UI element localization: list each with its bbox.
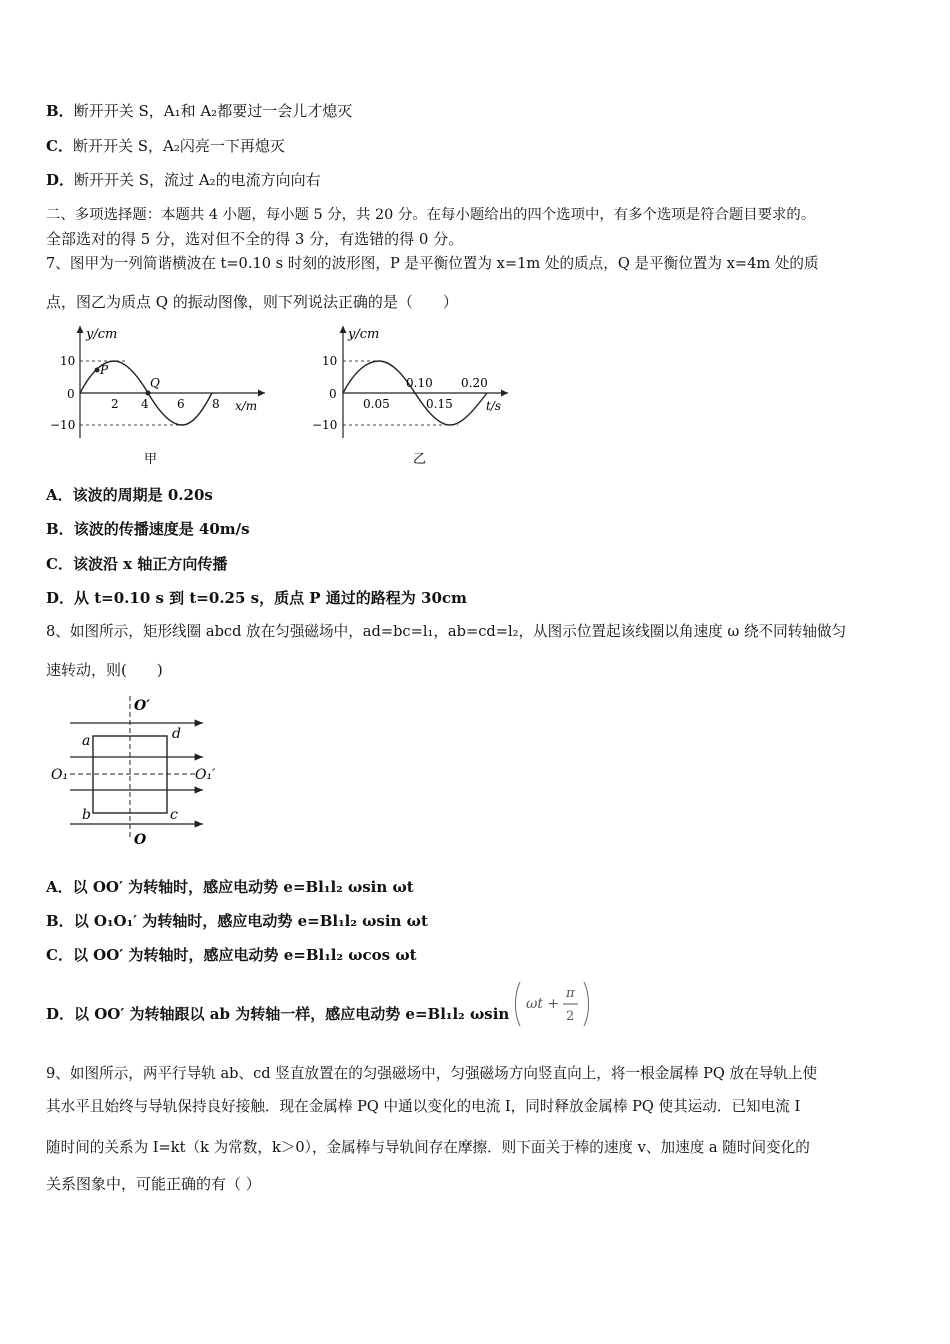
q9-stem-line3: 随时间的关系为 I=kt（k 为常数，k＞0），金属棒与导轨间存在摩擦．则下面关于棒的速度 v、加速度 a 随时间变化的: [46, 1139, 810, 1156]
q7-stem-line2: 点，图乙为质点 Q 的振动图像，则下列说法正确的是（ ）: [46, 293, 458, 311]
label-d: d: [172, 726, 181, 742]
t-tick-020: 0.20: [461, 376, 488, 390]
t-axis-label: t/s: [486, 399, 502, 413]
label-b: b: [82, 807, 91, 823]
q7-option-d: [46, 588, 467, 608]
q9-stem-line2: 其水平且始终与导轨保持良好接触．现在金属棒 PQ 中通以变化的电流 I，同时释放金属棒 PQ 使其运动．已知电流 I: [46, 1098, 801, 1115]
point-q-dot: [146, 391, 151, 396]
q7-option-a: [46, 485, 213, 505]
option-text: 以 OO′ 为转轴时，感应电动势 e=Bl₁l₂ ωcos ωt: [72, 946, 417, 964]
y-tick-10: 10: [322, 354, 338, 368]
y-tick-10: 10: [60, 354, 76, 368]
left-paren: [516, 982, 521, 1026]
t-tick-015: 0.15: [426, 397, 453, 411]
q8-option-b: [46, 911, 428, 931]
option-letter: A．: [46, 486, 73, 504]
option-letter: D．: [46, 171, 75, 189]
q7-option-b: [46, 519, 250, 539]
y-tick-neg10: −10: [312, 418, 338, 432]
y-tick-neg10: −10: [50, 418, 76, 432]
y-axis-label: y/cm: [348, 327, 380, 342]
option-letter: D．: [46, 1005, 75, 1023]
figure-caption-jia: 甲: [144, 452, 158, 467]
y-tick-0: 0: [329, 387, 337, 401]
option-letter: B．: [46, 102, 74, 120]
q8-figure-coil: [45, 693, 230, 853]
option-text: 断开开关 S，A₂闪亮一下再熄灭: [72, 137, 285, 155]
label-a: a: [82, 733, 91, 749]
option-letter: C．: [46, 946, 73, 964]
option-letter: B．: [46, 520, 74, 538]
option-text: 该波沿 x 轴正方向传播: [72, 555, 228, 573]
q7-figure-wave: [40, 318, 280, 473]
q7-option-c: [46, 554, 227, 574]
point-p-dot: [95, 368, 100, 373]
label-o1-prime: O₁′: [195, 767, 216, 783]
label-o1: O₁: [51, 767, 69, 783]
option-letter: A．: [46, 878, 73, 896]
t-tick-010: 0.10: [406, 376, 433, 390]
q8-option-a: [46, 877, 414, 897]
q8-option-c: [46, 945, 417, 965]
option-text: 该波的周期是 0.20s: [72, 486, 213, 504]
x-tick-2: 2: [111, 397, 119, 411]
q9-stem-line1: 9、如图所示，两平行导轨 ab、cd 竖直放置在的匀强磁场中，匀强磁场方向竖直向上，将一根金属棒 PQ 放在导轨上使: [46, 1065, 818, 1082]
q6-option-b: [46, 101, 352, 121]
figure-caption-yi: 乙: [413, 452, 427, 467]
label-o-prime: O′: [134, 698, 150, 714]
q8-option-d-formula: [514, 980, 590, 1028]
option-text: 以 OO′ 为转轴时，感应电动势 e=Bl₁l₂ ωsin ωt: [72, 878, 414, 896]
formula-denominator: 2: [566, 1009, 575, 1024]
formula-numerator: π: [566, 986, 575, 1001]
section2-line1: 二、多项选择题：本题共 4 小题，每小题 5 分，共 20 分。在每小题给出的四个选项中，有多个选项是符合题目要求的。: [46, 207, 816, 223]
x-tick-8: 8: [212, 397, 220, 411]
q9-stem-line4: 关系图象中，可能正确的有（ ）: [46, 1175, 261, 1193]
option-text: 该波的传播速度是 40m/s: [73, 520, 250, 538]
q7-stem-line1: 7、图甲为一列简谐横波在 t=0.10 s 时刻的波形图，P 是平衡位置为 x=1m 处的质点，Q 是平衡位置为 x=4m 处的质: [46, 255, 819, 272]
option-text: 以 O₁O₁′ 为转轴时，感应电动势 e=Bl₁l₂ ωsin ωt: [73, 912, 428, 930]
q8-stem-line2: 速转动，则( ): [46, 661, 163, 679]
option-letter: C．: [46, 137, 73, 155]
t-tick-005: 0.05: [363, 397, 390, 411]
label-c: c: [170, 807, 178, 823]
q6-option-d: [46, 170, 321, 190]
option-letter: D．: [46, 589, 75, 607]
y-tick-0: 0: [67, 387, 75, 401]
label-o: O: [134, 832, 147, 848]
q8-stem-line1: 8、如图所示，矩形线圈 abcd 放在匀强磁场中，ad=bc=l₁，ab=cd=l₂，从图示位置起该线圈以角速度 ω 绕不同转轴做匀: [46, 623, 847, 640]
option-text: 以 OO′ 为转轴跟以 ab 为转轴一样，感应电动势 e=Bl₁l₂ ωsin: [74, 1005, 510, 1023]
x-tick-4: 4: [141, 397, 149, 411]
point-p-label: P: [100, 363, 109, 377]
section2-line2: 全部选对的得 5 分，选对但不全的得 3 分，有选错的得 0 分。: [46, 230, 464, 248]
option-text: 断开开关 S，流过 A₂的电流方向向右: [74, 171, 321, 189]
x-axis-label: x/m: [235, 399, 258, 413]
q7-figure-vibration: [300, 318, 520, 473]
q8-option-d: [46, 1004, 509, 1024]
point-q-label: Q: [150, 376, 160, 390]
option-letter: B．: [46, 912, 74, 930]
y-axis-label: y/cm: [86, 327, 118, 342]
option-text: 从 t=0.10 s 到 t=0.25 s，质点 P 通过的路程为 30cm: [74, 589, 467, 607]
q6-option-c: [46, 136, 285, 156]
formula-main: ωt +: [526, 996, 560, 1012]
option-text: 断开开关 S，A₁和 A₂都要过一会儿才熄灭: [73, 102, 353, 120]
x-tick-6: 6: [177, 397, 185, 411]
option-letter: C．: [46, 555, 73, 573]
right-paren: [584, 982, 589, 1026]
